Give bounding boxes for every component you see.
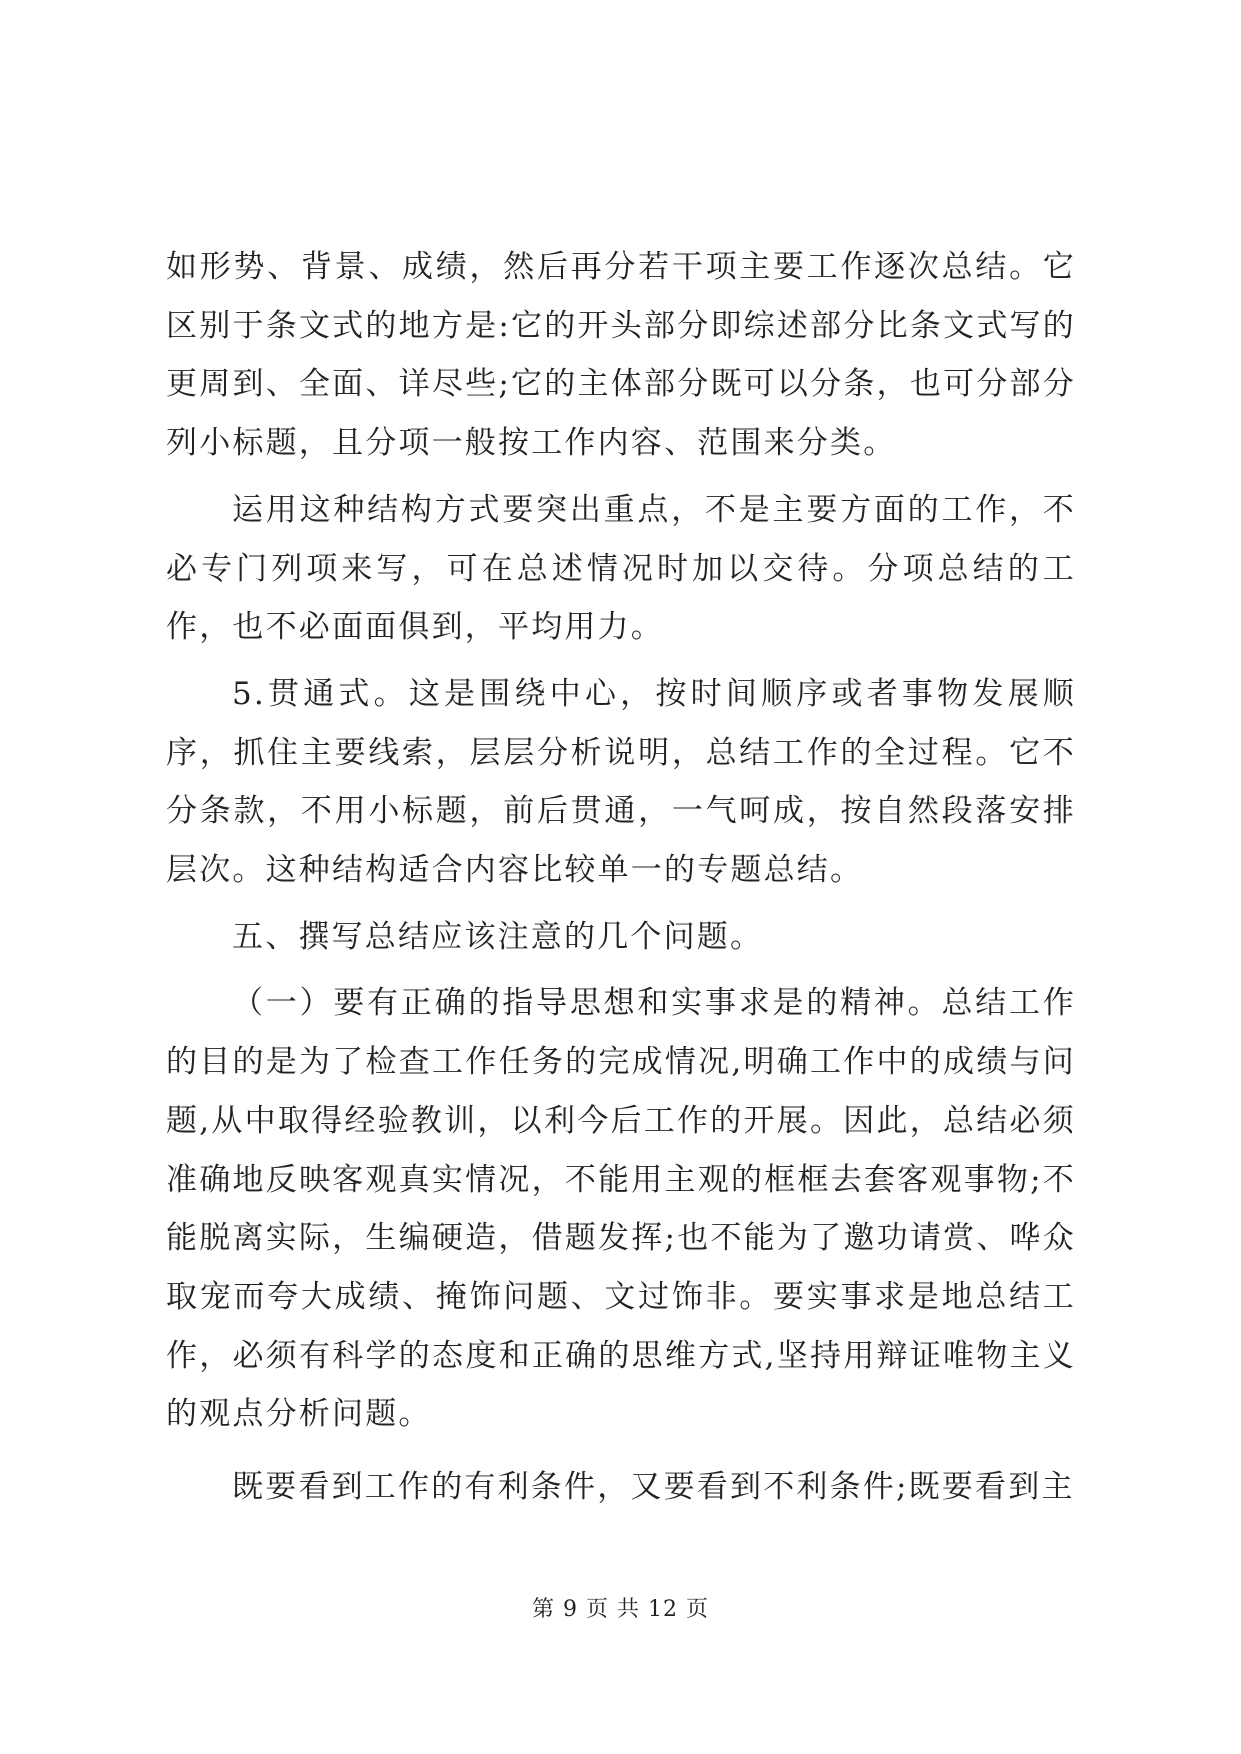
paragraph-4: （一）要有正确的指导思想和实事求是的精神。总结工作的目的是为了检查工作任务的完成情况,明确工作中的成绩与问题,从中取得经验教训，以利今后工作的开展。因此，总结必须准确地反映客观真实情况，不能用主观的框框去套客观事物;不能脱离实际，生编硬造，借题发挥;也不能为了邀功请赏、哗众取宠而夸大成绩、掩饰问题、文过饰非。要实事求是地总结工作，必须有科学的态度和正确的思维方式,坚持用辩证唯物主义的观点分析问题。 (166, 985, 1076, 1433)
paragraph-1: 如形势、背景、成绩，然后再分若干项主要工作逐次总结。它区别于条文式的地方是:它的开头部分即综述部分比条文式写的更周到、全面、详尽些;它的主体部分既可以分条，也可分部分列小标题，且分项一般按工作内容、范围来分类。 (166, 249, 1076, 462)
document-body (166, 238, 1076, 1517)
paragraph-3: 5.贯通式。这是围绕中心，按时间顺序或者事物发展顺序，抓住主要线索，层层分析说明，总结工作的全过程。它不分条款，不用小标题，前后贯通，一气呵成，按自然段落安排层次。这种结构适合内容比较单一的专题总结。 (166, 675, 1076, 889)
paragraph-5: 既要看到工作的有利条件，又要看到不利条件;既要看到主 (232, 1469, 1075, 1506)
section-heading: 五、撰写总结应该注意的几个问题。 (232, 918, 764, 955)
paragraph-2: 运用这种结构方式要突出重点，不是主要方面的工作，不必专门列项来写，可在总述情况时加以交待。分项总结的工作，也不必面面俱到，平均用力。 (166, 491, 1076, 646)
page-footer: 第 9 页 共 12 页 (532, 1597, 709, 1622)
